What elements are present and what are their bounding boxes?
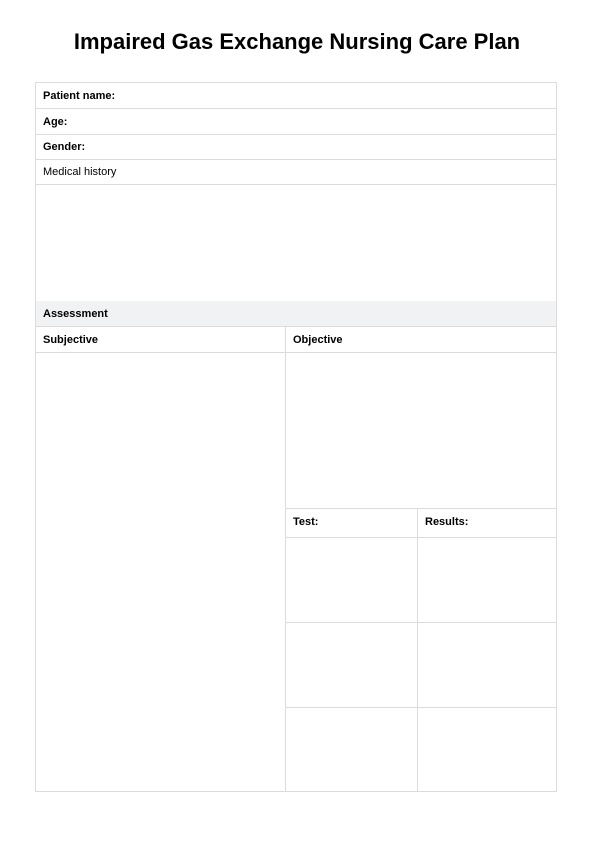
gender-label: Gender: xyxy=(43,141,86,153)
objective-area[interactable] xyxy=(286,353,556,508)
test-cell[interactable] xyxy=(286,623,417,707)
result-cell[interactable] xyxy=(418,538,556,622)
subjective-label: Subjective xyxy=(43,334,99,346)
test-label: Test: xyxy=(293,516,319,528)
age-field[interactable] xyxy=(36,109,556,135)
patient-name-field[interactable] xyxy=(36,83,556,109)
results-label: Results: xyxy=(425,516,469,528)
test-header-top-divider xyxy=(286,508,556,509)
test-cell[interactable] xyxy=(286,538,417,622)
page-title: Impaired Gas Exchange Nursing Care Plan xyxy=(73,29,521,54)
test-cell[interactable] xyxy=(286,708,417,791)
gender-field[interactable] xyxy=(36,134,556,160)
medical-history-label: Medical history xyxy=(43,166,117,178)
objective-label: Objective xyxy=(293,334,343,346)
result-cell[interactable] xyxy=(418,708,556,791)
medical-history-area[interactable] xyxy=(36,185,556,301)
patient-name-label: Patient name: xyxy=(43,90,116,102)
assessment-label: Assessment xyxy=(43,308,108,320)
medical-history-header xyxy=(36,159,556,185)
result-cell[interactable] xyxy=(418,623,556,707)
age-label: Age: xyxy=(43,116,68,128)
assessment-header xyxy=(36,301,556,327)
subjective-area[interactable] xyxy=(36,353,285,791)
care-plan-form xyxy=(35,82,557,792)
